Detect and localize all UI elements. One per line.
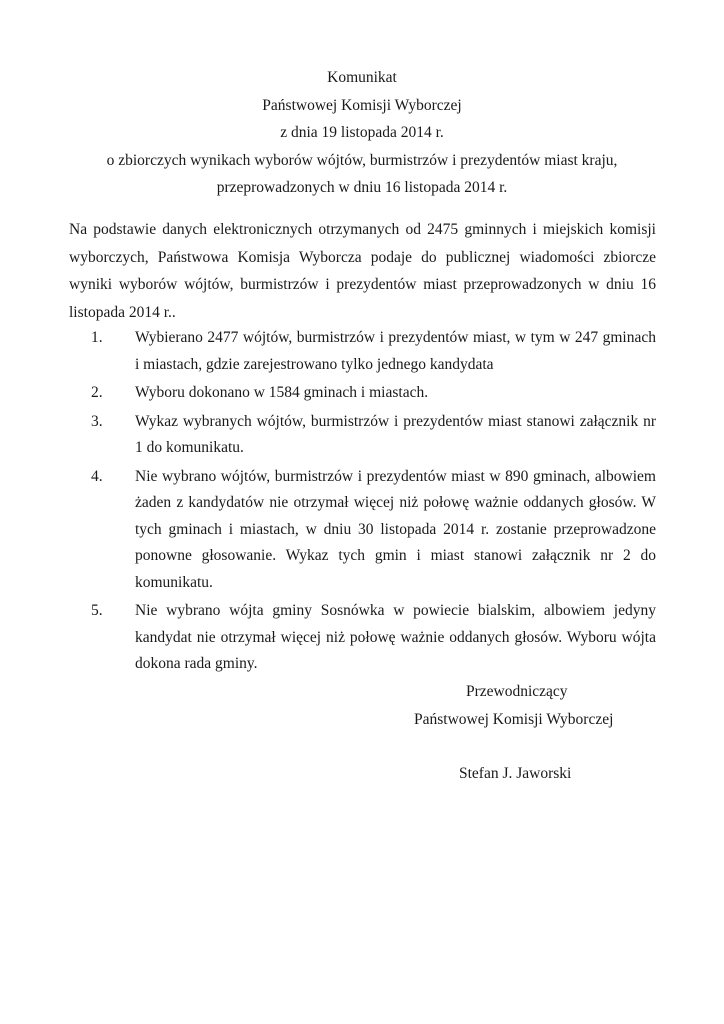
list-item-number: 2. xyxy=(91,384,103,401)
list-item-text: Wykaz wybranych wójtów, burmistrzów i prezydentów miast stanowi załącznik nr 1 do komunikatu. xyxy=(135,412,656,456)
list-item xyxy=(69,380,656,407)
results-list xyxy=(69,325,656,680)
list-item-number: 4. xyxy=(91,467,103,485)
list-item-number: 3. xyxy=(91,412,103,430)
signature-organization: Państwowej Komisji Wyborczej xyxy=(414,711,614,728)
intro-paragraph: Na podstawie danych elektronicznych otrzymanych od 2475 gminnych i miejskich komisji wyborczych, Państwowa Komisja Wyborcza podaje do publicznej wiadomości zbiorcze wyniki wyborów wójtów, burmistrzów i prezydentów miast przeprowadzonych w dniu 16 listopada 2014 r.. xyxy=(69,221,656,321)
list-item xyxy=(69,325,656,378)
list-item-number: 1. xyxy=(91,329,103,346)
list-item-text: Wyboru dokonano w 1584 gminach i miastach. xyxy=(135,384,429,401)
list-item xyxy=(69,464,656,597)
list-item-text: Wybierano 2477 wójtów, burmistrzów i prezydentów miast, w tym w 247 gminach i miastach, gdzie zarejestrowano tylko jednego kandydata xyxy=(135,329,656,373)
heading-title: Komunikat xyxy=(327,69,397,86)
heading-date: z dnia 19 listopada 2014 r. xyxy=(280,124,444,141)
signatory-name: Stefan J. Jaworski xyxy=(459,765,572,782)
signature-title: Przewodniczący xyxy=(466,683,568,700)
heading-subject: o zbiorczych wynikach wyborów wójtów, burmistrzów i prezydentów miast kraju, xyxy=(106,151,618,169)
document-heading xyxy=(60,64,664,202)
list-item-number: 5. xyxy=(91,602,103,619)
list-item-text: Nie wybrano wójta gminy Sosnówka w powiecie bialskim, albowiem jedyny kandydat nie otrzymał więcej niż połowę ważnie oddanych głosów. Wyboru wójta dokona rada gminy. xyxy=(135,602,656,672)
list-item xyxy=(69,409,656,462)
heading-subject-continued: przeprowadzonych w dniu 16 listopada 2014 r. xyxy=(216,179,508,196)
heading-issuer: Państwowej Komisji Wyborczej xyxy=(262,96,462,114)
list-item-text: Nie wybrano wójtów, burmistrzów i prezydentów miast w 890 gminach, albowiem żaden z kandydatów nie otrzymał więcej niż połowę ważnie oddanych głosów. W tych gminach i miastach, w dniu 30 listopada 2014 r. zostanie przeprowadzone ponowne głosowanie. Wykaz tych gmin i miast stanowi załącznik nr 2 do komunikatu. xyxy=(135,467,656,591)
list-item xyxy=(69,598,656,678)
